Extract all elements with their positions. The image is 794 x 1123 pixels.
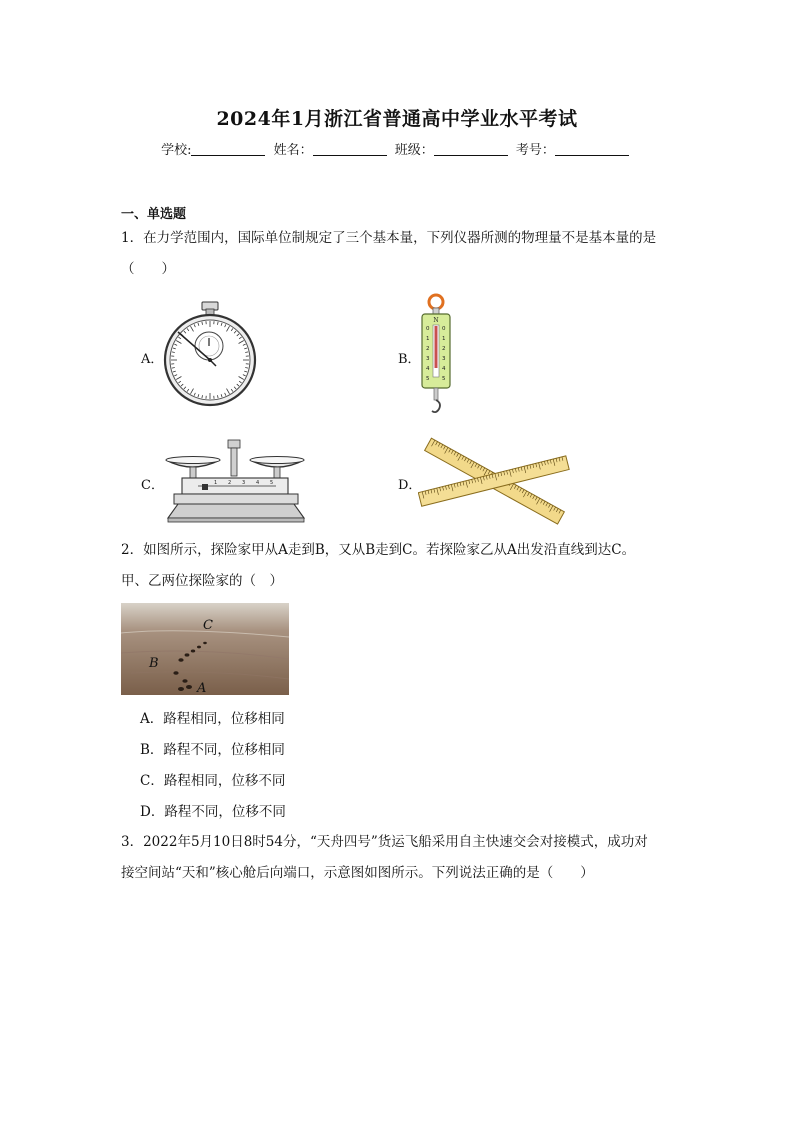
spring-scale-icon <box>418 292 458 424</box>
scale-tick-left-4: 4 <box>426 366 430 372</box>
school-label: 学校: <box>161 143 192 158</box>
scale-unit-label: N <box>433 317 439 324</box>
question-2-line-1: 2．如图所示，探险家甲从A走到B，又从B走到C。若探险家乙从A出发沿直线到达C。 <box>121 542 636 558</box>
name-blank[interactable] <box>313 143 387 156</box>
balance-tick-5: 5 <box>270 480 274 486</box>
scale-tick-left-1: 1 <box>426 336 430 342</box>
stopwatch-icon <box>162 300 258 412</box>
question-1-line-2: （ ） <box>121 261 175 277</box>
scale-tick-right-0: 0 <box>442 326 446 332</box>
balance-scale-icon <box>164 436 308 524</box>
exam-number-blank[interactable] <box>555 143 629 156</box>
question-1-text <box>121 223 681 285</box>
q1-option-b-label[interactable]: B． <box>398 352 421 367</box>
name-label: 姓名： <box>273 143 313 158</box>
scale-tick-right-1: 1 <box>442 336 446 342</box>
q1-option-a-label[interactable]: A． <box>141 352 164 367</box>
class-label: 班级： <box>394 143 434 158</box>
balance-tick-1: 1 <box>214 480 218 486</box>
scale-tick-right-5: 5 <box>442 376 446 382</box>
balance-tick-3: 3 <box>242 480 246 486</box>
exam-number-label: 考号： <box>515 143 555 158</box>
q2-choice-a[interactable]: A．路程相同，位移相同 <box>140 711 285 727</box>
footprints-photo <box>121 603 289 695</box>
q1-option-d-label[interactable]: D． <box>398 478 422 493</box>
question-3-line-1: 3．2022年5月10日8时54分，“天舟四号”货运飞船采用自主快速交会对接模式，成功对 <box>121 834 648 850</box>
question-2-text <box>121 535 681 597</box>
school-blank[interactable] <box>191 143 265 156</box>
q2-choice-c[interactable]: C．路程相同，位移不同 <box>140 773 286 789</box>
q2-choice-d[interactable]: D．路程不同，位移不同 <box>140 804 286 820</box>
scale-tick-right-3: 3 <box>442 356 446 362</box>
student-info-line <box>0 139 794 158</box>
q2-choice-b[interactable]: B．路程不同，位移相同 <box>140 742 285 758</box>
scale-tick-left-5: 5 <box>426 376 430 382</box>
rulers-icon <box>418 436 570 528</box>
scale-tick-left-3: 3 <box>426 356 430 362</box>
balance-tick-4: 4 <box>256 480 260 486</box>
exam-title: 2024年1月浙江省普通高中学业水平考试 <box>216 108 578 130</box>
question-1-line-1: 1．在力学范围内，国际单位制规定了三个基本量，下列仪器所测的物理量不是基本量的是 <box>121 230 657 246</box>
scale-tick-left-0: 0 <box>426 326 430 332</box>
scale-tick-left-2: 2 <box>426 346 430 352</box>
question-3-text <box>121 827 681 889</box>
class-blank[interactable] <box>434 143 508 156</box>
scale-tick-right-2: 2 <box>442 346 446 352</box>
q1-option-c-label[interactable]: C． <box>141 478 164 493</box>
question-2-line-2: 甲、乙两位探险家的（ ） <box>121 573 283 589</box>
question-3-line-2: 接空间站“天和”核心舱后向端口，示意图如图所示。下列说法正确的是（ ） <box>121 865 594 881</box>
section-title: 一、单选题 <box>121 207 187 222</box>
point-a-label: A <box>197 681 207 695</box>
point-b-label: B <box>149 656 159 671</box>
point-c-label: C <box>203 618 213 633</box>
scale-tick-right-4: 4 <box>442 366 446 372</box>
balance-tick-2: 2 <box>228 480 232 486</box>
